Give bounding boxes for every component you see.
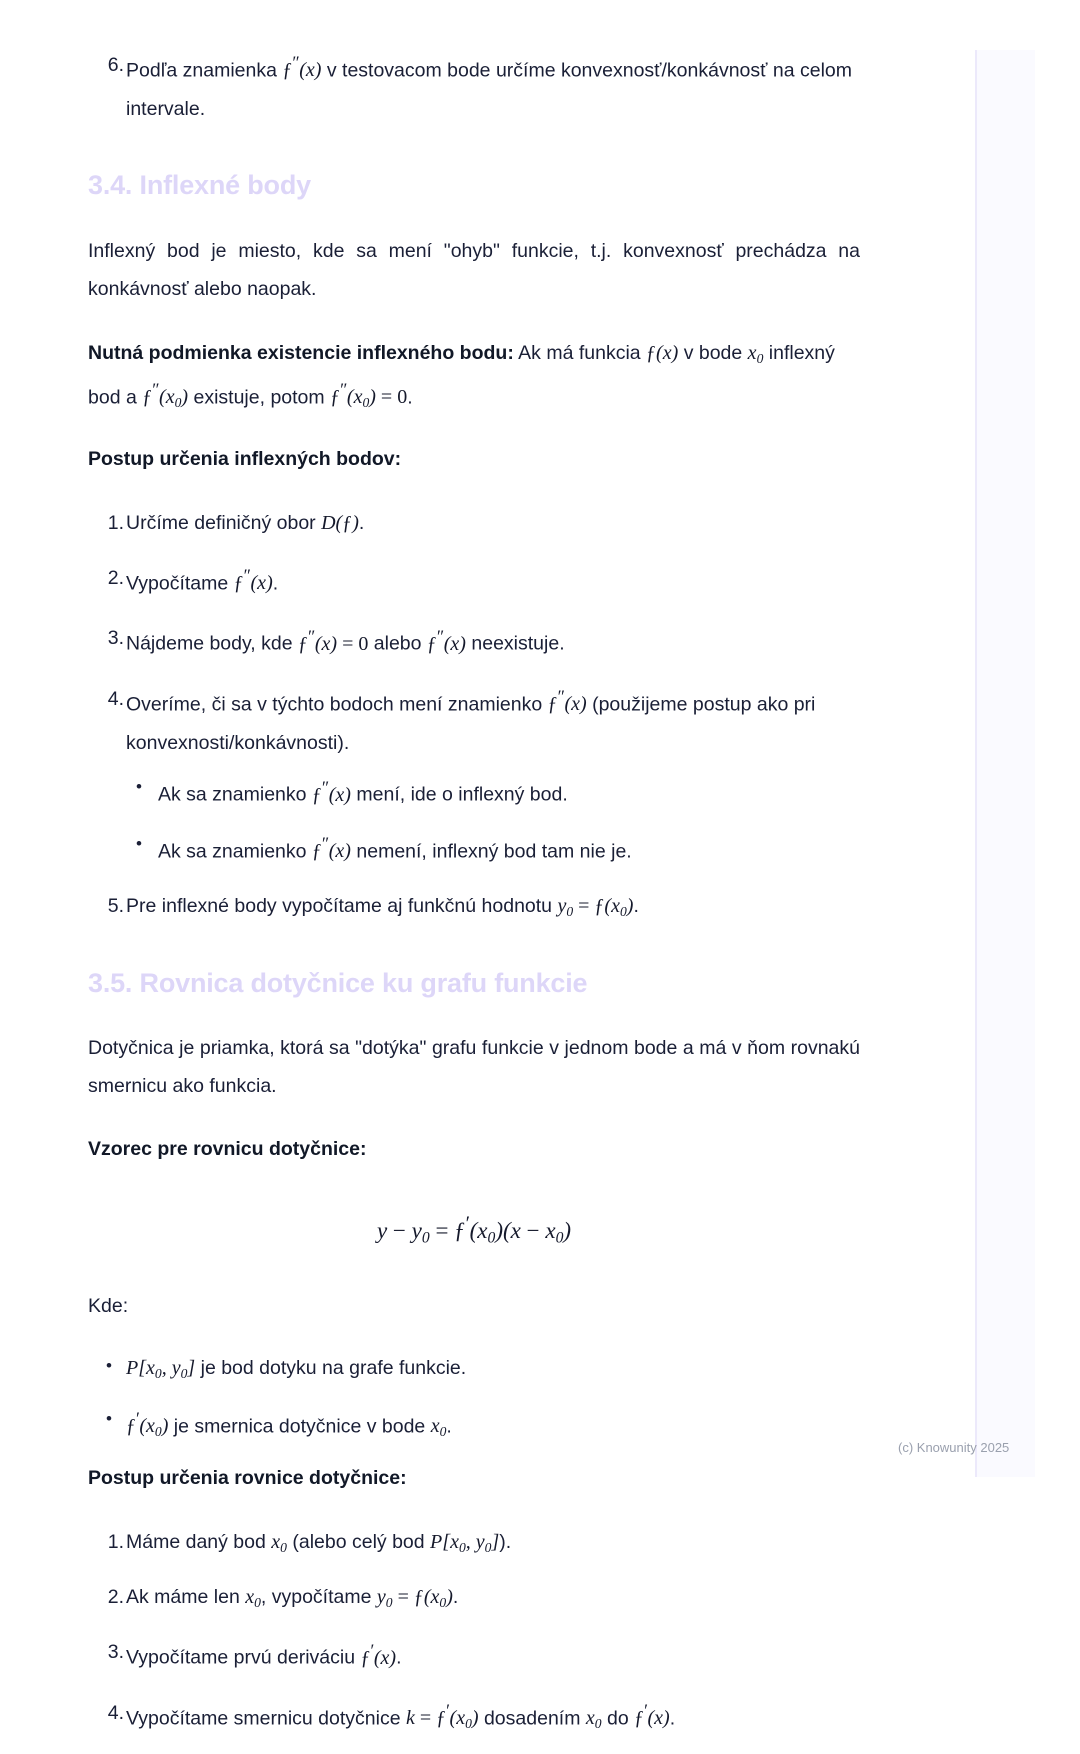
copyright-watermark: (c) Knowunity 2025 — [898, 1440, 1010, 1455]
list-item — [88, 504, 860, 543]
list-item — [88, 619, 860, 663]
tangent-steps-list — [88, 1523, 860, 1738]
list-item — [126, 827, 860, 871]
math-inline: ƒ′(x) — [360, 1640, 397, 1669]
step-text-after: . — [396, 1646, 402, 1669]
list-item — [88, 1523, 860, 1562]
step-text-mid: alebo — [368, 632, 427, 655]
math-inline: $x_0$ — [747, 341, 764, 366]
list-marker: 2. — [107, 1586, 124, 1609]
math-inline: ƒ″(x) — [426, 626, 466, 655]
math-inline: ƒ″(x) — [282, 53, 322, 82]
step-text-before: Máme daný bod — [126, 1531, 272, 1554]
step-text-before: Ak máme len — [126, 1586, 246, 1609]
tangent-formula: $y - y_0$ = $ƒ'(x_0)(x - x_0)$ — [376, 1212, 572, 1246]
bullet-icon: • — [136, 833, 142, 853]
sub-text-before: Ak sa znamienko — [158, 839, 312, 862]
step-text-after: . — [358, 511, 365, 534]
list-item-text-before: Podľa znamienka — [126, 59, 283, 82]
procedure-label-tangent: Postup určenia rovnice dotyčnice: — [88, 1467, 407, 1490]
math-inline: $P[x_0$, $y_0$] — [430, 1531, 500, 1556]
step-text-before: Určíme definičný obor — [126, 511, 322, 534]
step-text-before: Vypočítame smernicu dotyčnice — [126, 1707, 406, 1730]
step-text-before: Nájdeme body, kde — [126, 632, 298, 655]
list-item — [88, 887, 860, 926]
math-inline: $ƒ'(x_0)$ — [126, 1409, 169, 1440]
tangent-formula-block — [88, 1212, 860, 1247]
list-marker: 5. — [107, 894, 124, 917]
condition-part5: . — [407, 385, 413, 408]
sub-text-after: mení, ide o inflexný bod. — [350, 783, 568, 806]
list-item — [88, 680, 860, 871]
list-marker: 6. — [107, 54, 124, 76]
math-inline: $x_0$ — [245, 1586, 261, 1611]
list-item — [88, 1694, 860, 1738]
math-inline: $x_0$ — [430, 1415, 447, 1440]
math-inline: ƒ″(x) = 0 — [298, 626, 369, 655]
step-text-after: neexistuje. — [465, 632, 565, 655]
condition-part1: Ak má funkcia — [513, 341, 647, 364]
list-marker: 3. — [107, 1641, 124, 1664]
math-inline: $x_0$ — [585, 1707, 602, 1732]
inflection-sub-bullets — [126, 770, 860, 871]
sub-text-before: Ak sa znamienko — [158, 783, 312, 806]
list-marker: 1. — [107, 511, 124, 534]
bullet-icon: • — [106, 1356, 112, 1375]
step-text-mid: dosadením — [478, 1707, 586, 1730]
math-inline: ƒ″(x) — [311, 777, 351, 806]
bullet-icon: • — [136, 777, 142, 797]
math-inline: $ƒ''(x_0) = 0$ — [330, 379, 408, 410]
math-inline: ƒ″(x) — [233, 565, 273, 595]
list-marker: 3. — [107, 627, 124, 650]
tangent-formula-label: Vzorec pre rovnicu dotyčnice: — [88, 1138, 367, 1161]
math-inline: ƒ(x) — [646, 341, 679, 364]
list-marker: 4. — [107, 1701, 124, 1724]
necessary-condition-label: Nutná podmienka existencie inflexného bodu: — [88, 341, 514, 364]
definition-text: je bod dotyku na grafe funkcie. — [195, 1357, 467, 1379]
procedure-label-inflection: Postup určenia inflexných bodov: — [88, 447, 402, 470]
math-inline: D(ƒ) — [321, 511, 359, 534]
step-text-after: . — [272, 572, 279, 595]
list-item — [88, 1633, 860, 1677]
section-heading-34: 3.4. Inflexné body — [88, 170, 311, 201]
step-text-before: Vypočítame prvú deriváciu — [126, 1646, 361, 1669]
inflection-steps-list — [88, 504, 860, 926]
condition-part2: v bode — [678, 341, 748, 364]
definition-text-end: . — [446, 1415, 452, 1438]
math-inline: ƒ′(x) — [634, 1700, 670, 1730]
math-inline: $ƒ''(x_0)$ — [142, 379, 189, 410]
condition-part4: existuje, potom — [188, 385, 331, 408]
section-heading-35: 3.5. Rovnica dotyčnice ku grafu funkcie — [88, 967, 588, 998]
math-inline: ƒ″(x) — [311, 833, 351, 862]
math-inline: $x_0$ — [271, 1531, 287, 1556]
definition-text: je smernica dotyčnice v bode — [168, 1415, 431, 1438]
list-marker: 1. — [107, 1531, 124, 1554]
list-item-text-after: v testovacom bode určíme konvexnosť/konkávnosť na celom intervale. — [126, 59, 852, 121]
list-marker: 2. — [107, 566, 124, 589]
section-35-intro: Dotyčnica je priamka, ktorá sa "dotýka" grafu funkcie v jednom bode a má v ňom rovnakú smernicu ako funkcia. — [88, 1037, 860, 1098]
step-text-before: Pre inflexné body vypočítame aj funkčnú hodnotu — [126, 894, 558, 917]
list-item — [88, 1402, 860, 1446]
math-inline: $k = ƒ'(x_0)$ — [405, 1700, 479, 1732]
condition-part3: inflexný bod a — [88, 341, 835, 408]
list-item — [88, 1349, 860, 1388]
step-text-mid: , vypočítame — [260, 1586, 377, 1609]
necessary-condition-paragraph — [88, 334, 860, 417]
list-marker: 4. — [107, 687, 124, 710]
step-text-after: . — [452, 1586, 459, 1609]
list-item — [88, 46, 860, 128]
step-text-after: . — [669, 1707, 676, 1730]
math-inline: ƒ″(x) — [547, 686, 587, 716]
step-text-before: Vypočítame — [126, 572, 234, 595]
sub-text-after: nemení, inflexný bod tam nie je. — [350, 839, 632, 862]
list-item — [88, 559, 860, 603]
math-inline: $y_0$ = $ƒ(x_0)$ — [557, 894, 634, 919]
bullet-icon: • — [106, 1409, 112, 1428]
section-34-intro: Inflexný bod je miesto, kde sa mení "ohyb" funkcie, t.j. konvexnosť prechádza na konkávnosť alebo naopak. — [88, 239, 860, 300]
step-text-before: Overíme, či sa v týchto bodoch mení znamienko — [126, 693, 548, 716]
list-item — [88, 1578, 860, 1617]
kde-label: Kde: — [88, 1294, 129, 1317]
list-item — [126, 770, 860, 814]
step-text-after: (použijeme postup ako pri konvexnosti/konkávnosti). — [126, 693, 816, 755]
carryover-numbered-list — [88, 46, 860, 128]
step-text-mid: (alebo celý bod — [286, 1531, 431, 1554]
step-text-mid2: do — [601, 1707, 635, 1730]
page-edge-decoration — [975, 50, 1035, 1477]
tangent-definitions-list — [88, 1349, 860, 1446]
math-inline: $P[x_0$, $y_0$] — [126, 1357, 196, 1381]
step-text-after: . — [633, 894, 639, 917]
step-text-after: ). — [499, 1531, 512, 1554]
math-inline: $y_0$ = $ƒ(x_0)$ — [376, 1586, 453, 1611]
